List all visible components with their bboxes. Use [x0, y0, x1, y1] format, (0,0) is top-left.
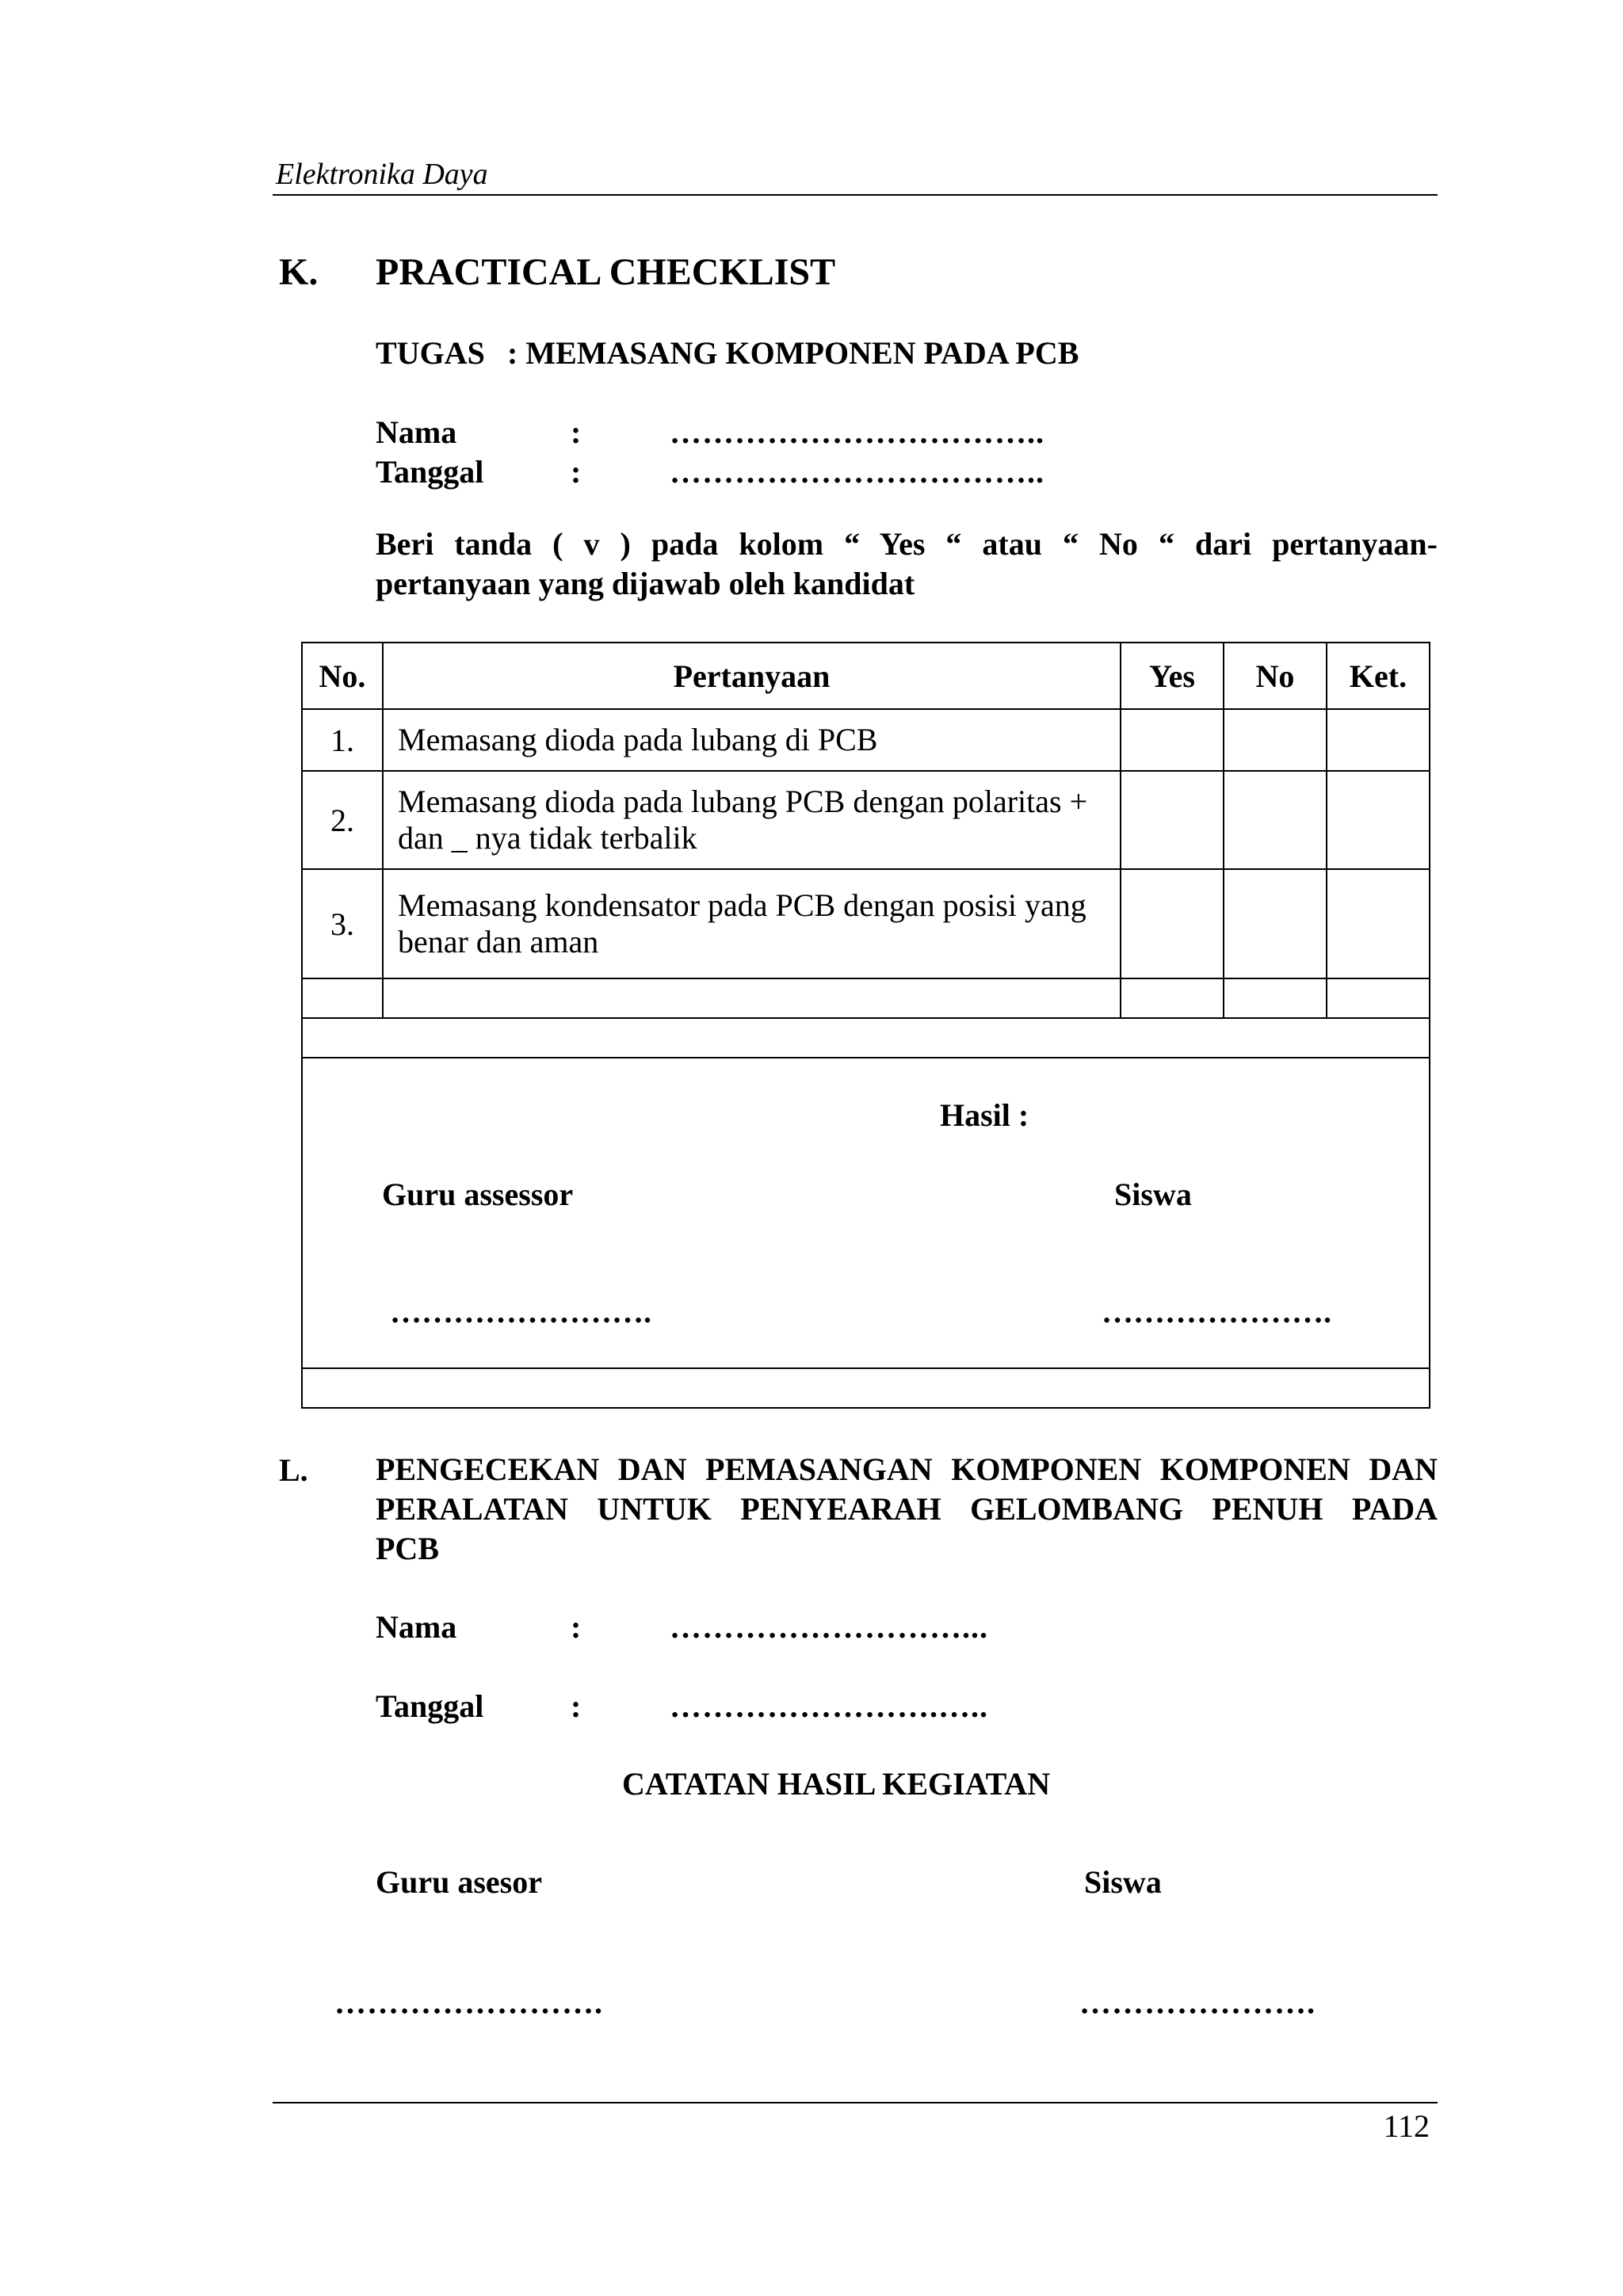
- header-yes: Yes: [1121, 643, 1224, 709]
- header-no: No.: [302, 643, 383, 709]
- empty-cell: [1327, 978, 1430, 1018]
- header-question: Pertanyaan: [383, 643, 1121, 709]
- signature-row: [302, 1058, 1430, 1368]
- assessor-label: Guru assessor: [382, 1177, 574, 1212]
- section-k-letter: K.: [279, 251, 319, 293]
- row-number: 3.: [302, 869, 383, 978]
- instruction-line-1: Beri tanda ( v ) pada kolom “ Yes “ atau “ No “ dari pertanyaan-: [376, 526, 1438, 562]
- yes-cell[interactable]: [1121, 771, 1224, 869]
- checklist-table: [301, 642, 1430, 1409]
- l-date-blank: …………………….…..: [670, 1688, 988, 1724]
- no-cell[interactable]: [1224, 869, 1327, 978]
- empty-cell: [302, 1368, 1430, 1408]
- empty-cell: [1121, 978, 1224, 1018]
- page-number: 112: [1383, 2108, 1430, 2144]
- assessor-signature-blank: …………………….: [390, 1294, 651, 1329]
- empty-cell: [1224, 978, 1327, 1018]
- name-label: Nama: [376, 414, 457, 450]
- section-l-letter: L.: [279, 1452, 308, 1488]
- signature-cell: [302, 1058, 1430, 1368]
- row-question: Memasang dioda pada lubang PCB dengan polaritas + dan _ nya tidak terbalik: [383, 771, 1121, 869]
- table-header-row: [302, 643, 1430, 709]
- section-l-title-line-1: PENGECEKAN DAN PEMASANGAN KOMPONEN KOMPONEN DAN: [376, 1451, 1438, 1487]
- table-row: [302, 709, 1430, 771]
- table-row-empty: [302, 978, 1430, 1018]
- section-l-title: [376, 1450, 1438, 1569]
- section-k-title: PRACTICAL CHECKLIST: [376, 251, 836, 293]
- section-l-title-line-2: PERALATAN UNTUK PENYEARAH GELOMBANG PENUH PADA: [376, 1491, 1438, 1527]
- student-label: Siswa: [1114, 1177, 1192, 1212]
- table-footer-row: [302, 1368, 1430, 1408]
- yes-cell[interactable]: [1121, 709, 1224, 771]
- name-blank: ……………………………..: [670, 414, 1044, 450]
- empty-cell: [302, 978, 383, 1018]
- table-row: [302, 869, 1430, 978]
- running-header-title: Elektronika Daya: [276, 158, 488, 191]
- table-spacer-row: [302, 1018, 1430, 1058]
- l-assessor-label: Guru asesor: [376, 1864, 542, 1900]
- ket-cell[interactable]: [1327, 869, 1430, 978]
- date-label: Tanggal: [376, 454, 484, 490]
- task-value: : MEMASANG KOMPONEN PADA PCB: [507, 335, 1079, 371]
- date-blank: ……………………………..: [670, 454, 1044, 490]
- no-cell[interactable]: [1224, 709, 1327, 771]
- yes-cell[interactable]: [1121, 869, 1224, 978]
- l-student-signature-blank: ………………….: [1079, 1985, 1316, 2020]
- instruction-text: [376, 524, 1438, 604]
- ket-cell[interactable]: [1327, 709, 1430, 771]
- l-assessor-signature-blank: …………………….: [334, 1985, 603, 2020]
- row-number: 2.: [302, 771, 383, 869]
- l-student-label: Siswa: [1084, 1864, 1162, 1900]
- instruction-line-2: pertanyaan yang dijawab oleh kandidat: [376, 566, 915, 601]
- name-colon: :: [571, 414, 582, 450]
- date-colon: :: [571, 454, 582, 490]
- no-cell[interactable]: [1224, 771, 1327, 869]
- row-question: Memasang dioda pada lubang di PCB: [383, 709, 1121, 771]
- empty-cell: [302, 1018, 1430, 1058]
- l-name-blank: ………………………...: [670, 1609, 988, 1645]
- notes-title: CATATAN HASIL KEGIATAN: [622, 1766, 1051, 1802]
- task-label: TUGAS: [376, 335, 485, 371]
- l-date-colon: :: [571, 1688, 582, 1724]
- row-question: Memasang kondensator pada PCB dengan posisi yang benar dan aman: [383, 869, 1121, 978]
- header-ket: Ket.: [1327, 643, 1430, 709]
- l-date-label: Tanggal: [376, 1688, 484, 1724]
- footer-divider: [273, 2102, 1438, 2103]
- table-row: [302, 771, 1430, 869]
- l-name-label: Nama: [376, 1609, 457, 1645]
- result-label: Hasil :: [940, 1097, 1029, 1133]
- l-name-colon: :: [571, 1609, 582, 1645]
- section-l-title-line-3: PCB: [376, 1531, 439, 1566]
- row-number: 1.: [302, 709, 383, 771]
- empty-cell: [383, 978, 1121, 1018]
- header-no-answer: No: [1224, 643, 1327, 709]
- ket-cell[interactable]: [1327, 771, 1430, 869]
- header-divider: [273, 194, 1438, 196]
- student-signature-blank: ………………….: [1102, 1294, 1331, 1329]
